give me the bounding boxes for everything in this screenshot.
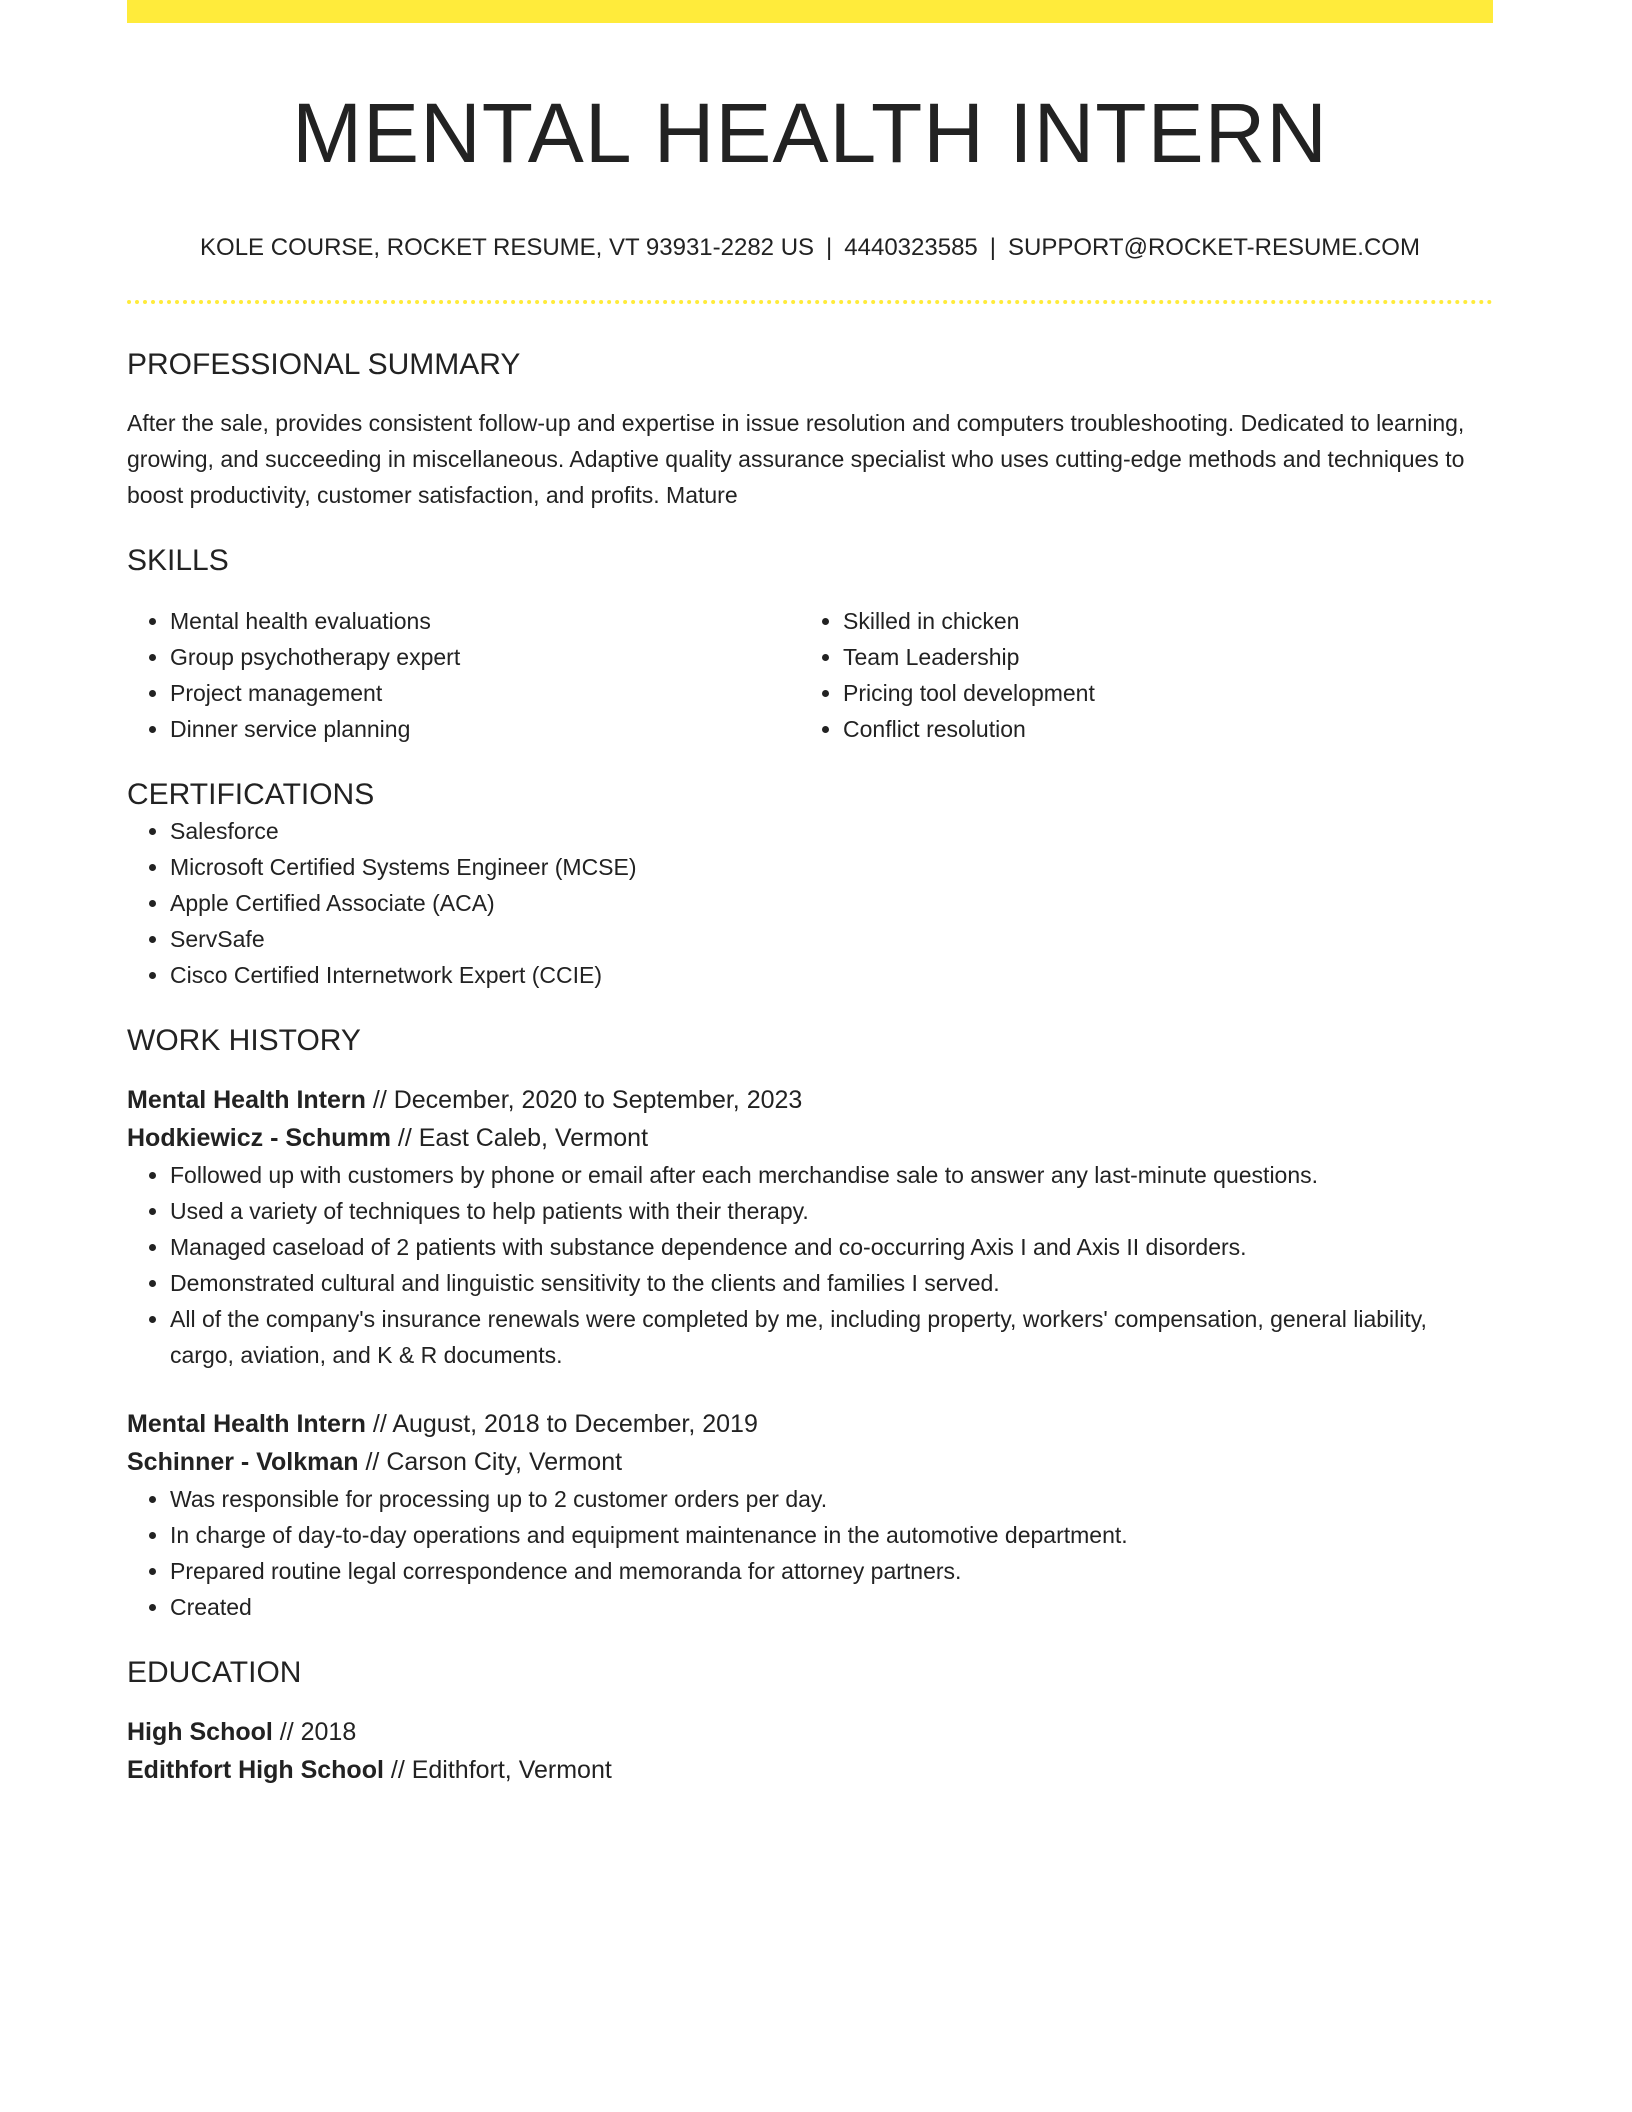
contact-address: KOLE COURSE, ROCKET RESUME, VT 93931-2282 US — [200, 233, 815, 261]
job-company: Hodkiewicz - Schumm — [127, 1123, 391, 1152]
job-duty-item: • Followed up with customers by phone or email after each merchandise sale to answer any last-minute questions. — [170, 1157, 1493, 1193]
education-degree-line — [127, 1713, 1493, 1751]
job-duties-list — [127, 1481, 1493, 1625]
contact-separator: | — [826, 233, 833, 261]
job-duty-item: • Managed caseload of 2 patients with substance dependence and co-occurring Axis I and Axis II disorders. — [170, 1229, 1493, 1265]
skills-list-right — [800, 603, 1473, 747]
header-divider — [127, 300, 1493, 304]
job-duties-list — [127, 1157, 1493, 1373]
resume-page — [127, 0, 1493, 1789]
job-duty-item: • Prepared routine legal correspondence and memoranda for attorney partners. — [170, 1553, 1493, 1589]
contact-line — [127, 234, 1493, 263]
job-location: // Carson City, Vermont — [358, 1447, 623, 1476]
contact-phone: 4440323585 — [844, 233, 978, 261]
job-role: Mental Health Intern — [127, 1085, 366, 1114]
summary-text: After the sale, provides consistent follow-up and expertise in issue resolution and computers troubleshooting. Dedicated to learning, growing, and succeeding in miscellaneous. Adaptive quality assurance specialist who uses cutting-edge methods and techniques to boost productivity, customer satisfaction, and profits. Mature — [127, 409, 1465, 508]
job-company-line — [127, 1119, 1493, 1157]
job-duty-item: • In charge of day-to-day operations and equipment maintenance in the automotive department. — [170, 1517, 1493, 1553]
education-location: // Edithfort, Vermont — [383, 1755, 612, 1784]
job-role-line — [127, 1081, 1493, 1119]
certification-item: • Microsoft Certified Systems Engineer (MCSE) — [170, 849, 1493, 885]
work-history-heading: WORK HISTORY — [127, 1023, 361, 1057]
education-school-line — [127, 1751, 1493, 1789]
certification-item: • Salesforce — [170, 813, 1493, 849]
certifications-heading: CERTIFICATIONS — [127, 777, 375, 811]
contact-email: SUPPORT@ROCKET-RESUME.COM — [1008, 233, 1420, 261]
education-heading: EDUCATION — [127, 1655, 302, 1689]
education-degree: High School — [127, 1717, 273, 1746]
skills-column-left — [127, 603, 800, 747]
education-year: // 2018 — [272, 1717, 357, 1746]
certifications-list — [127, 813, 1493, 993]
job-role: Mental Health Intern — [127, 1409, 366, 1438]
skill-item: • Dinner service planning — [170, 711, 800, 747]
education-school: Edithfort High School — [127, 1755, 384, 1784]
contact-separator: | — [989, 233, 996, 261]
summary-heading: PROFESSIONAL SUMMARY — [127, 347, 521, 381]
certification-item: • Cisco Certified Internetwork Expert (CCIE) — [170, 957, 1493, 993]
job-duty-item: • All of the company's insurance renewals were completed by me, including property, workers' compensation, general liability, cargo, aviation, and K & R documents. — [170, 1301, 1493, 1373]
job-duty-item: • Was responsible for processing up to 2 customer orders per day. — [170, 1481, 1493, 1517]
skill-item: • Mental health evaluations — [170, 603, 800, 639]
job-role-line — [127, 1405, 1493, 1443]
skills-column-right — [800, 603, 1473, 747]
skill-item: • Conflict resolution — [843, 711, 1473, 747]
certification-item: • ServSafe — [170, 921, 1493, 957]
job-duty-item: • Created — [170, 1589, 1493, 1625]
job-location: // East Caleb, Vermont — [390, 1123, 649, 1152]
top-accent-bar — [127, 0, 1493, 23]
skills-list-left — [127, 603, 800, 747]
skill-item: • Project management — [170, 675, 800, 711]
skills-heading: SKILLS — [127, 543, 229, 577]
job-duty-item: • Used a variety of techniques to help patients with their therapy. — [170, 1193, 1493, 1229]
resume-name: MENTAL HEALTH INTERN — [292, 86, 1328, 180]
job-dates: // December, 2020 to September, 2023 — [365, 1085, 803, 1114]
skill-item: • Group psychotherapy expert — [170, 639, 800, 675]
job-company-line — [127, 1443, 1493, 1481]
skill-item: • Team Leadership — [843, 639, 1473, 675]
job-company: Schinner - Volkman — [127, 1447, 359, 1476]
skill-item: • Skilled in chicken — [843, 603, 1473, 639]
job-dates: // August, 2018 to December, 2019 — [365, 1409, 758, 1438]
certification-item: • Apple Certified Associate (ACA) — [170, 885, 1493, 921]
job-duty-item: • Demonstrated cultural and linguistic sensitivity to the clients and families I served. — [170, 1265, 1493, 1301]
skills-columns — [127, 603, 1493, 747]
skill-item: • Pricing tool development — [843, 675, 1473, 711]
